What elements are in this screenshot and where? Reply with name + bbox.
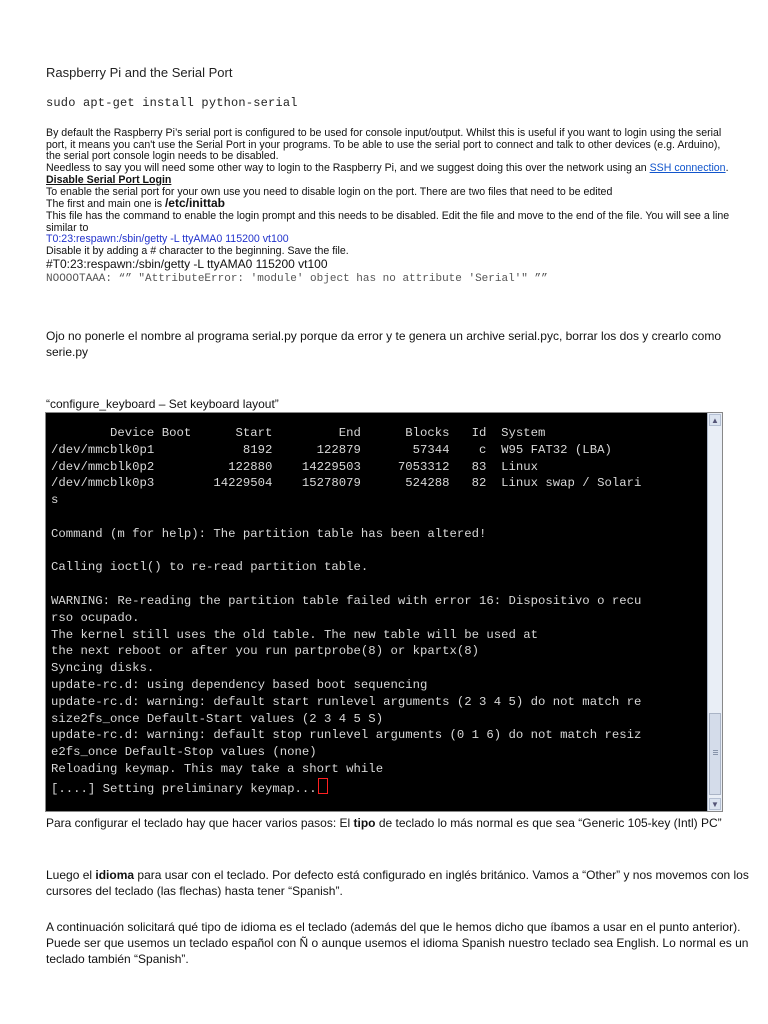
terminal-line: update-rc.d: using dependency based boot sequencing [51,677,428,692]
grip-icon [713,750,718,751]
intro-paragraph: By default the Raspberry Pi’s serial port is configured to be used for console input/output. Whilst this is useful if you want to login using the serial port, it means you can't use the Serial Port in your programs. To be able to use the serial port to connect and talk to other devices (e.g. Arduino), the serial port console login needs to be disabled. [46,127,722,163]
terminal-line: the next reboot or after you run partprobe(8) or kpartx(8) [51,644,480,659]
inittab-filename: /etc/inittab [164,196,225,211]
error-note: NOOOOTAAA: “” "AttributeError: 'module' object has no attribute 'Serial'" ”” [46,273,548,286]
terminal-line: [....] Setting preliminary keymap... [51,778,706,798]
p1-text-b: de teclado lo más normal es que sea “Generic 105-key (Intl) PC” [378,816,722,830]
terminal-line: /dev/mmcblk0p2 122880 14229503 7053312 83 Linux [51,459,539,474]
period: . [725,162,729,175]
intro-network-text: Needless to say you will need some other way to login to the Raspberry Pi, and we suggest doing this over the network using an [46,162,647,175]
serial-instructions [46,128,736,286]
disable-serial-heading: Disable Serial Port Login [46,173,172,186]
p2-bold-idioma: idioma [95,868,135,882]
terminal-line: WARNING: Re-reading the partition table failed with error 16: Dispositivo o recu [51,593,642,608]
enable-text: To enable the serial port for your own use you need to disable login on the port. There are two files that need to be edited [46,185,613,198]
terminal-line [51,509,706,526]
p1-text-a: Para configurar el teclado hay que hacer varios pasos: El [46,816,351,830]
keyboard-caption: “configure_keyboard – Set keyboard layout” [46,397,279,411]
file-description: This file has the command to enable the login prompt and this needs to be disabled. Edit the file and move to the end of the file. You will see a line similar to [46,209,730,234]
terminal-cursor [318,778,328,794]
getty-line: T0:23:respawn:/sbin/getty -L ttyAMA0 115200 vt100 [46,233,289,246]
p2-text-a: Luego el [46,868,93,882]
terminal-line: Calling ioctl() to re-read partition table. [51,560,369,575]
terminal-line: size2fs_once Default-Start values (2 3 4 5 S) [51,711,384,726]
terminal-line: e2fs_once Default-Stop values (none) [51,745,317,760]
keyboard-type-paragraph [46,815,758,831]
disable-text: Disable it by adding a # character to the beginning. Save the file. [46,245,349,258]
terminal-line: update-rc.d: warning: default stop runlevel arguments (0 1 6) do not match resiz [51,728,642,743]
first-file-prefix: The first and main one is [46,198,162,211]
terminal-line: /dev/mmcblk0p3 14229504 15278079 524288 82 Linux swap / Solari [51,476,642,491]
terminal-line: s [51,493,59,508]
ssh-connection-link[interactable]: SSH connection [649,162,726,175]
terminal-output [51,425,706,798]
terminal-line [51,543,706,560]
p1-bold-tipo: tipo [353,816,376,830]
keyboard-language-paragraph [46,867,758,899]
terminal-line: /dev/mmcblk0p1 8192 122879 57344 c W95 FAT32 (LBA) [51,442,612,457]
scroll-thumb[interactable] [709,713,721,795]
p2-text-b: para usar con el teclado. Por defecto está configurado en inglés británico. Vamos a “Other” y nos movemos con los cursores del teclado (las flechas) hasta tener “Spanish”. [46,868,749,898]
doc-title: Raspberry Pi and the Serial Port [46,65,233,80]
terminal-scrollbar[interactable] [707,413,722,811]
terminal-line: Reloading keymap. This may take a short while [51,761,384,776]
keyboard-variant-paragraph: A continuación solicitará qué tipo de idioma es el teclado (además del que le hemos dicho que íbamos a usar en el punto anterior). Puede ser que usemos un teclado español con Ñ o aunque usemos el idioma Spanish nuestro teclado sea English. Lo normal es un teclado también “Spanish”. [46,920,749,966]
terminal-line: Device Boot Start End Blocks Id System [51,426,546,440]
install-command: sudo apt-get install python-serial [46,96,298,110]
terminal-screenshot [45,412,723,812]
terminal-line: The kernel still uses the old table. The new table will be used at [51,627,539,642]
ojo-note: Ojo no ponerle el nombre al programa serial.py porque da error y te genera un archive serial.pyc, borrar los dos y crearlo como serie.py [46,329,721,359]
scroll-up-icon[interactable]: ▲ [709,414,721,426]
commented-getty-line: #T0:23:respawn:/sbin/getty -L ttyAMA0 115200 vt100 [46,256,328,271]
terminal-line [51,576,706,593]
terminal-line: Command (m for help): The partition table has been altered! [51,526,487,541]
terminal-line: update-rc.d: warning: default start runlevel arguments (2 3 4 5) do not match re [51,694,642,709]
terminal-line: Syncing disks. [51,661,155,676]
terminal-line: rso ocupado. [51,610,140,625]
scroll-down-icon[interactable]: ▼ [709,798,721,810]
